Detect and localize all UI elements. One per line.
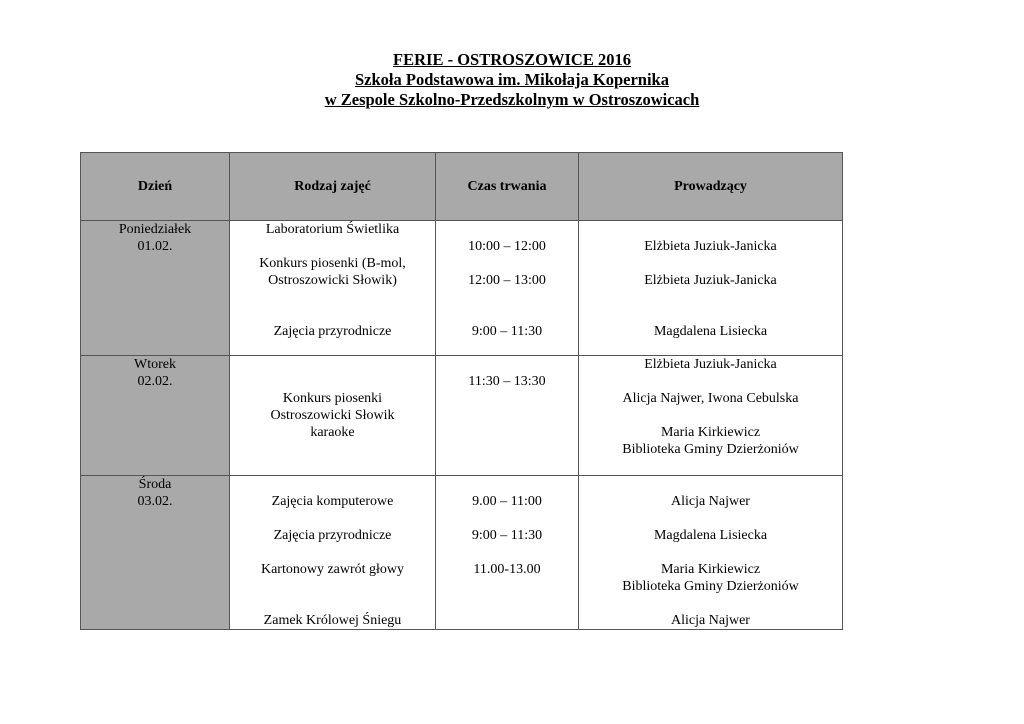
activity-line: karaoke bbox=[310, 425, 355, 440]
day-name: Wtorek bbox=[134, 357, 176, 372]
activity-cell bbox=[230, 356, 436, 476]
leader-line: Alicja Najwer bbox=[671, 494, 750, 509]
duration-cell bbox=[436, 356, 579, 476]
activity-line: Ostroszowicki Słowik) bbox=[268, 273, 397, 288]
duration-line: 11.00-13.00 bbox=[473, 562, 541, 577]
leader-line: Elżbieta Juziuk-Janicka bbox=[644, 239, 777, 254]
leader-line: Maria Kirkiewicz bbox=[660, 425, 761, 440]
leader-line: Alicja Najwer bbox=[671, 613, 750, 628]
leader-line: Alicja Najwer, Iwona Cebulska bbox=[622, 391, 799, 406]
leader-line: Maria Kirkiewicz bbox=[660, 562, 761, 577]
table-row bbox=[81, 356, 843, 476]
day-cell bbox=[81, 476, 230, 630]
document-title: FERIE - OSTROSZOWICE 2016 bbox=[393, 50, 631, 69]
day-name: Poniedziałek bbox=[118, 222, 192, 237]
column-header-activity: Rodzaj zajęć bbox=[230, 153, 436, 221]
table-header-row bbox=[81, 153, 843, 221]
leader-line: Elżbieta Juziuk-Janicka bbox=[644, 273, 777, 288]
activity-line: Zamek Królowej Śniegu bbox=[263, 613, 402, 628]
activity-cell bbox=[230, 221, 436, 356]
leader-line: Biblioteka Gminy Dzierżoniów bbox=[622, 442, 799, 457]
school-name: Szkoła Podstawowa im. Mikołaja Kopernika bbox=[355, 70, 669, 89]
day-cell bbox=[81, 221, 230, 356]
activity-line: Kartonowy zawrót głowy bbox=[260, 562, 405, 577]
schedule-table bbox=[80, 152, 843, 630]
activity-line: Laboratorium Świetlika bbox=[265, 222, 400, 237]
leader-cell bbox=[579, 476, 843, 630]
leader-line: Magdalena Lisiecka bbox=[653, 528, 768, 543]
leader-line: Elżbieta Juziuk-Janicka bbox=[644, 357, 777, 372]
column-header-leader: Prowadzący bbox=[579, 153, 843, 221]
duration-line: 9:00 – 11:30 bbox=[471, 528, 543, 543]
activity-line: Zajęcia przyrodnicze bbox=[273, 324, 392, 339]
table-row bbox=[81, 221, 843, 356]
day-cell bbox=[81, 356, 230, 476]
column-header-day: Dzień bbox=[81, 153, 230, 221]
duration-cell bbox=[436, 476, 579, 630]
day-date: 02.02. bbox=[137, 374, 173, 389]
activity-line: Zajęcia komputerowe bbox=[271, 494, 394, 509]
duration-line: 9.00 – 11:00 bbox=[472, 494, 542, 509]
document-header bbox=[0, 50, 1024, 110]
day-name: Środa bbox=[138, 477, 172, 492]
leader-line: Biblioteka Gminy Dzierżoniów bbox=[622, 579, 799, 594]
activity-line: Ostroszowicki Słowik bbox=[270, 408, 395, 423]
duration-line: 11:30 – 13:30 bbox=[468, 374, 546, 389]
leader-cell bbox=[579, 356, 843, 476]
leader-cell bbox=[579, 221, 843, 356]
duration-line: 10:00 – 12:00 bbox=[468, 239, 546, 254]
day-date: 01.02. bbox=[137, 239, 173, 254]
duration-line: 9:00 – 11:30 bbox=[471, 324, 543, 339]
activity-cell bbox=[230, 476, 436, 630]
leader-line: Magdalena Lisiecka bbox=[653, 324, 768, 339]
column-header-duration: Czas trwania bbox=[436, 153, 579, 221]
duration-line: 12:00 – 13:00 bbox=[468, 273, 546, 288]
activity-line: Konkurs piosenki (B-mol, bbox=[259, 256, 406, 271]
activity-line: Zajęcia przyrodnicze bbox=[273, 528, 392, 543]
duration-cell bbox=[436, 221, 579, 356]
day-date: 03.02. bbox=[137, 494, 173, 509]
activity-line: Konkurs piosenki bbox=[282, 391, 383, 406]
school-complex-name: w Zespole Szkolno-Przedszkolnym w Ostroszowicach bbox=[324, 90, 700, 109]
table-row bbox=[81, 476, 843, 630]
